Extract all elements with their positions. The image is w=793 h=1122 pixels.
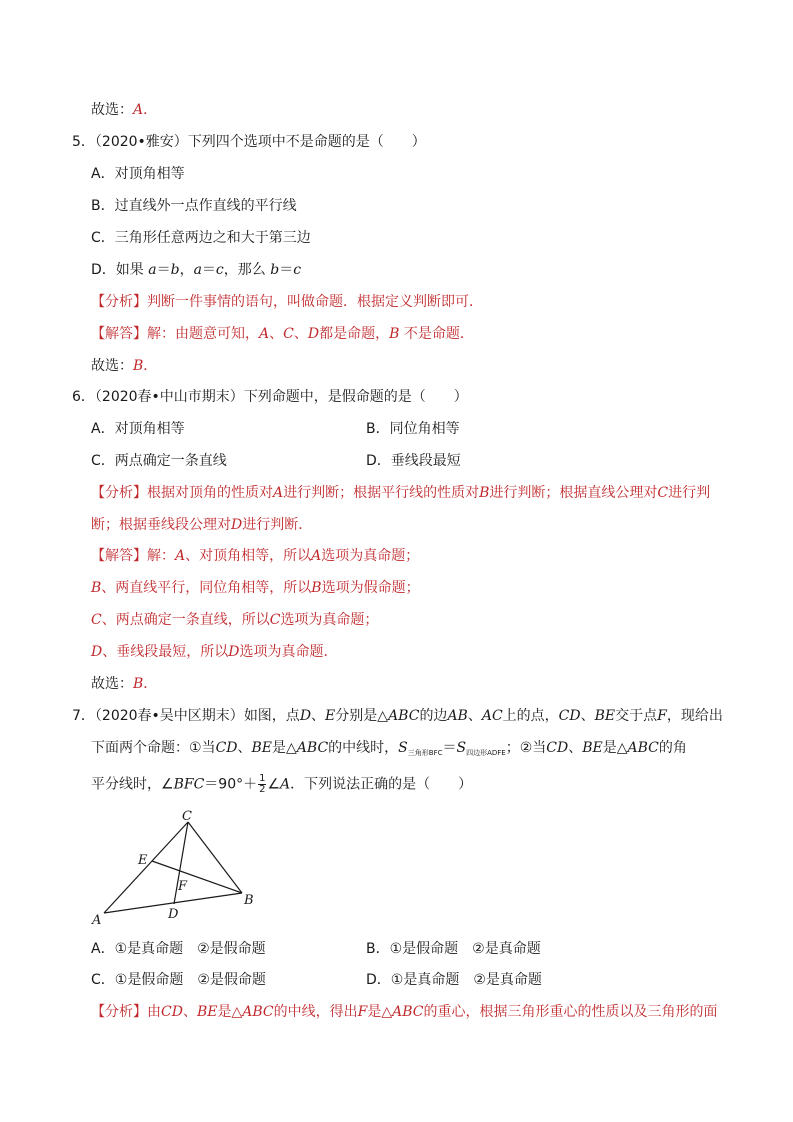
q5-option-a: A．对顶角相等 xyxy=(91,166,185,182)
eq: ＝ xyxy=(442,740,457,756)
solution-tag: 【解答】 xyxy=(91,326,147,342)
var: B xyxy=(479,485,490,501)
var: BE xyxy=(196,1004,218,1020)
var: BE xyxy=(582,740,603,756)
var: A xyxy=(175,548,186,564)
solution-tag: 【解答】 xyxy=(91,548,147,564)
stem-text: 、 xyxy=(467,708,482,724)
side-bc xyxy=(188,822,242,893)
final-label: 故选： xyxy=(91,358,133,374)
solution-text: 、对顶角相等，所以 xyxy=(185,548,312,564)
label-d: D xyxy=(168,907,179,922)
denominator: 2 xyxy=(259,784,266,795)
var: ABC xyxy=(242,1004,274,1020)
final-end: ． xyxy=(143,102,158,118)
var: ABC xyxy=(296,740,329,756)
q6-analysis-line1 xyxy=(91,483,710,503)
solution-text: 选项为假命题； xyxy=(321,580,420,596)
solution-text: 都是命题， xyxy=(319,326,390,342)
question-number: 6． xyxy=(72,389,95,405)
solution-text: 不是命题． xyxy=(403,326,474,342)
q5-analysis xyxy=(91,292,483,312)
var: ABC xyxy=(388,708,420,724)
q5-solution xyxy=(91,324,474,344)
label-e: E xyxy=(138,853,148,868)
solution-text: 选项为真命题； xyxy=(321,548,420,564)
final-answer: A xyxy=(133,102,144,118)
var: D xyxy=(231,517,243,533)
solution-text: 、两直线平行，同位角相等，所以 xyxy=(101,580,312,596)
q5-option-b: B．过直线外一点作直线的平行线 xyxy=(91,198,297,214)
label-a: A xyxy=(92,913,102,928)
label-b: B xyxy=(244,893,254,908)
solution-text: 解：由题意可知， xyxy=(147,326,259,342)
stem-text: 是△ xyxy=(272,740,297,756)
var: F xyxy=(357,1004,368,1020)
question-source: （2020春•吴中区期末） xyxy=(94,708,244,724)
var-c: c xyxy=(293,262,302,278)
analysis-text: 进行判断． xyxy=(242,517,313,533)
stem-text: 、 xyxy=(237,740,252,756)
stem-text: ＝90°＋ xyxy=(204,776,258,793)
analysis-text: 由 xyxy=(147,1004,161,1020)
question-stem: 下列命题中，是假命题的是（ ） xyxy=(243,389,468,405)
var-a: a xyxy=(148,262,157,278)
analysis-text: 根据对顶角的性质对 xyxy=(147,485,273,501)
var: CD xyxy=(161,1004,183,1020)
var: BE xyxy=(251,740,273,756)
stem-text: 分别是△ xyxy=(335,708,389,724)
var-b: b xyxy=(170,262,180,278)
analysis-tag: 【分析】 xyxy=(91,294,147,310)
stem-text: ，现给出 xyxy=(666,708,723,724)
final-answer: B xyxy=(133,358,144,374)
stem-text: 、 xyxy=(580,708,595,724)
q6-option-d: D．垂线段最短 xyxy=(366,453,461,469)
stem-text: 是△ xyxy=(602,740,628,756)
analysis-text: 、 xyxy=(182,1004,197,1020)
solution-text: 、垂线段最短，所以 xyxy=(102,644,229,660)
q6-option-b: B．同位角相等 xyxy=(366,421,460,437)
eq: ＝ xyxy=(201,262,216,278)
q7-stem-line2 xyxy=(91,738,687,763)
stem-text: 的角 xyxy=(658,740,687,756)
q7-option-c: C．①是假命题 ②是假命题 xyxy=(91,972,266,988)
var: CD xyxy=(558,708,581,724)
q6-analysis-line2 xyxy=(91,515,312,535)
solution-text: 解： xyxy=(147,548,175,564)
var-b: b xyxy=(270,262,280,278)
question-source: （2020春•中山市期末） xyxy=(94,389,244,405)
stem-text: ∠ xyxy=(267,776,281,793)
var: ABC xyxy=(627,740,659,756)
var: B xyxy=(91,580,102,596)
var-c: c xyxy=(215,262,224,278)
analysis-text: 进行判断；根据直线公理对 xyxy=(489,485,658,501)
var: AC xyxy=(481,708,503,724)
var: A xyxy=(311,548,322,564)
stem-text: 上的点， xyxy=(502,708,559,724)
var: B xyxy=(311,580,322,596)
q7-option-d: D．①是真命题 ②是真命题 xyxy=(366,972,542,988)
analysis-text: 是△ xyxy=(367,1004,393,1020)
eq: ＝ xyxy=(279,262,294,278)
var: C xyxy=(657,485,669,501)
q6-stem xyxy=(72,387,468,407)
var: F xyxy=(657,708,667,724)
q5-option-d xyxy=(91,260,301,280)
question-number: 5． xyxy=(72,134,95,150)
fraction xyxy=(258,774,266,795)
mid: ，那么 xyxy=(223,262,271,278)
var: CD xyxy=(215,740,238,756)
var: A xyxy=(273,485,284,501)
eq: ＝ xyxy=(156,262,171,278)
q5-option-c: C．三角形任意两边之和大于第三边 xyxy=(91,230,311,246)
stem-text: 、 xyxy=(311,708,326,724)
solution-text: 选项为真命题； xyxy=(280,612,379,628)
var: CD xyxy=(546,740,569,756)
analysis-text: 的中线，得出 xyxy=(273,1004,358,1020)
q7-option-b: B．①是假命题 ②是真命题 xyxy=(366,941,541,957)
stem-text: 下面两个命题：①当 xyxy=(91,740,216,756)
sep: 、 xyxy=(293,326,308,342)
var: D xyxy=(91,644,103,660)
stem-text: 的边 xyxy=(419,708,448,724)
question-source: （2020•雅安） xyxy=(94,134,188,150)
q7-stem-line3 xyxy=(91,774,472,795)
segment-be xyxy=(152,861,242,893)
q6-final-answer xyxy=(91,674,157,694)
stem-text: 如图，点 xyxy=(243,708,300,724)
stem-text: 交于点 xyxy=(615,708,658,724)
var: C xyxy=(269,612,281,628)
option-d-prefix: D．如果 xyxy=(91,262,149,278)
var: C xyxy=(91,612,102,628)
stem-text: 的中线时， xyxy=(328,740,399,756)
stem-text: 、 xyxy=(568,740,583,756)
var: C xyxy=(283,326,294,342)
label-f: F xyxy=(178,879,188,894)
var: A xyxy=(259,326,270,342)
q5-stem xyxy=(72,132,426,152)
question-stem: 下列四个选项中不是命题的是（ ） xyxy=(187,134,426,150)
q6-solution-line3 xyxy=(91,610,378,630)
var: B xyxy=(389,326,400,342)
q6-solution-line2 xyxy=(91,578,420,598)
stem-text: ．下列说法正确的是（ ） xyxy=(290,776,473,793)
final-answer: B xyxy=(133,676,144,692)
solution-text: 、两点确定一条直线，所以 xyxy=(101,612,270,628)
q7-analysis xyxy=(91,1002,717,1022)
q7-stem-line1 xyxy=(72,706,723,726)
analysis-text: 断；根据垂线段公理对 xyxy=(91,517,231,533)
subscript: 三角形BFC xyxy=(407,749,443,757)
final-label: 故选： xyxy=(91,676,133,692)
analysis-text: 是△ xyxy=(217,1004,243,1020)
analysis-text: 进行判 xyxy=(668,485,711,501)
subscript: 四边形ADFE xyxy=(466,749,506,757)
var: S xyxy=(456,740,467,756)
label-c: C xyxy=(182,809,192,824)
q6-solution-line1 xyxy=(91,546,419,566)
var: D xyxy=(228,644,240,660)
numerator: 1 xyxy=(259,773,266,784)
q6-solution-line4 xyxy=(91,642,337,662)
q6-option-c: C．两点确定一条直线 xyxy=(91,453,227,469)
triangle-figure xyxy=(88,808,268,928)
analysis-text: 判断一件事情的语句，叫做命题．根据定义判断即可． xyxy=(147,294,483,310)
var: D xyxy=(307,326,320,342)
analysis-text: 的重心，根据三角形重心的性质以及三角形的面 xyxy=(423,1004,718,1020)
stem-text: 平分线时，∠ xyxy=(91,776,174,793)
var: BFC xyxy=(173,776,205,793)
var: E xyxy=(325,708,336,724)
var-a: a xyxy=(193,262,202,278)
final-label: 故选： xyxy=(91,102,133,118)
q5-final-answer xyxy=(91,356,157,376)
stem-text: ；②当 xyxy=(505,740,547,756)
sep: 、 xyxy=(269,326,284,342)
var: D xyxy=(299,708,312,724)
analysis-tag: 【分析】 xyxy=(91,1004,147,1020)
solution-text: 选项为真命题． xyxy=(239,644,338,660)
q4-final-answer xyxy=(91,100,157,120)
var: A xyxy=(280,776,291,793)
analysis-tag: 【分析】 xyxy=(91,485,147,501)
var: ABC xyxy=(392,1004,424,1020)
var: BE xyxy=(594,708,616,724)
final-end: ． xyxy=(143,676,158,692)
final-end: ． xyxy=(143,358,158,374)
var: AB xyxy=(447,708,468,724)
sep: ， xyxy=(179,262,194,278)
question-number: 7． xyxy=(72,708,95,724)
q7-option-a: A．①是真命题 ②是假命题 xyxy=(91,941,266,957)
var: S xyxy=(398,740,408,756)
q6-option-a: A．对顶角相等 xyxy=(91,421,185,437)
analysis-text: 进行判断；根据平行线的性质对 xyxy=(283,485,480,501)
